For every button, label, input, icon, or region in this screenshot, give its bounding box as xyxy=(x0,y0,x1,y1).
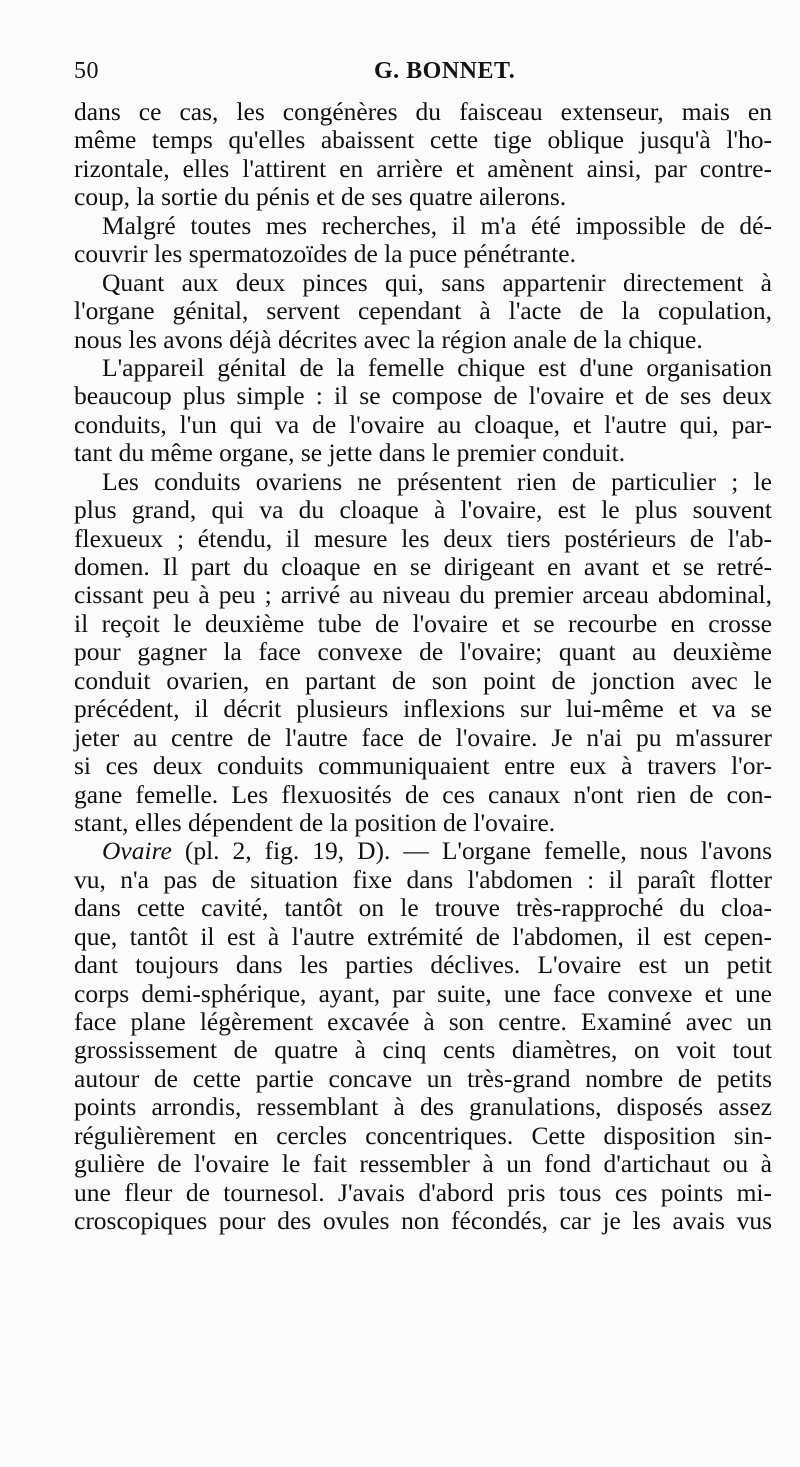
line-text: face plane légèrement excavée à son centre. Examiné avec un xyxy=(74,1007,772,1036)
text-line xyxy=(74,752,772,780)
line-text: une fleur de tournesol. J'avais d'abord pris tous ces points mi- xyxy=(74,1177,772,1207)
text-line xyxy=(74,1179,772,1207)
text-line xyxy=(74,525,772,553)
line-text: l'organe génital, servent cependant à l'acte de la copulation, xyxy=(74,296,772,326)
text-line xyxy=(74,183,772,211)
line-text: beaucoup plus simple : il se compose de l'ovaire et de ses deux xyxy=(74,381,772,411)
text-line xyxy=(74,1093,772,1121)
text-line xyxy=(74,781,772,809)
line-text: tant du même organe, se jette dans le premier conduit. xyxy=(74,438,626,468)
text-line xyxy=(74,809,772,837)
line-text: régulièrement en cercles concentriques. Cette disposition sin- xyxy=(74,1120,772,1150)
line-text: vu, n'a pas de situation fixe dans l'abdomen : il paraît flotter xyxy=(74,864,772,894)
line-text: précédent, il décrit plusieurs inflexions sur lui-même et va se xyxy=(74,694,772,724)
text-line xyxy=(74,553,772,581)
line-text: il reçoit le deuxième tube de l'ovaire et se recourbe en crosse xyxy=(74,608,772,638)
text-line xyxy=(74,951,772,979)
text-line xyxy=(74,212,772,240)
line-text: Quant aux deux pinces qui, sans appartenir directement à xyxy=(102,267,772,297)
text-line xyxy=(74,866,772,894)
text-line xyxy=(74,155,772,183)
line-text: autour de cette partie concave un très-grand nombre de petits xyxy=(74,1063,772,1093)
text-line xyxy=(74,980,772,1008)
line-text: domen. Il part du cloaque en se dirigeant en avant et se retré- xyxy=(74,552,772,581)
body-text xyxy=(74,98,772,1236)
text-line xyxy=(74,326,772,354)
line-text: L'appareil génital de la femelle chique est d'une organisation xyxy=(102,352,772,382)
text-line xyxy=(74,1207,772,1235)
line-text: cissant peu à peu ; arrivé au niveau du premier arceau abdominal, xyxy=(74,580,772,610)
page-number: 50 xyxy=(74,58,99,84)
line-text: jeter au centre de l'autre face de l'ovaire. Je n'ai pu m'assurer xyxy=(74,722,772,752)
line-text: pour gagner la face convexe de l'ovaire; quant au deuxième xyxy=(74,637,772,667)
text-line xyxy=(74,1122,772,1150)
text-line xyxy=(74,1036,772,1064)
line-text: dans cette cavité, tantôt on le trouve très-rapproché du cloa- xyxy=(74,893,772,923)
line-text: croscopiques pour des ovules non fécondés, car je les avais vus xyxy=(74,1206,772,1236)
text-line xyxy=(74,1150,772,1178)
running-head xyxy=(74,58,774,92)
line-text: dant toujours dans les parties déclives. L'ovaire est un petit xyxy=(74,950,772,980)
text-line xyxy=(74,126,772,154)
text-line xyxy=(74,638,772,666)
text-line xyxy=(74,667,772,695)
text-line xyxy=(74,382,772,410)
line-text: conduit ovarien, en partant de son point de jonction avec le xyxy=(74,665,772,695)
line-text: plus grand, qui va du cloaque à l'ovaire, est le plus souvent xyxy=(74,495,772,525)
text-line xyxy=(74,496,772,524)
line-text: couvrir les spermatozoïdes de la puce pénétrante. xyxy=(74,239,576,269)
running-head-author: G. BONNET. xyxy=(374,58,516,84)
italic-term: Ovaire xyxy=(102,836,172,866)
line-text: corps demi-sphérique, ayant, par suite, une face convexe et une xyxy=(74,978,772,1008)
text-line xyxy=(74,411,772,439)
line-text: nous les avons déjà décrites avec la région anale de la chique. xyxy=(74,324,703,354)
text-line xyxy=(74,468,772,496)
text-line xyxy=(74,695,772,723)
text-line xyxy=(74,297,772,325)
text-line xyxy=(74,1065,772,1093)
line-text: points arrondis, ressemblant à des granulations, disposés assez xyxy=(74,1092,772,1122)
line-text: que, tantôt il est à l'autre extrémité de l'abdomen, il est cepen- xyxy=(74,921,772,951)
text-line xyxy=(74,837,772,865)
line-text: Malgré toutes mes recherches, il m'a été impossible de dé- xyxy=(102,210,772,240)
text-line xyxy=(74,269,772,297)
text-line xyxy=(74,98,772,126)
line-text: si ces deux conduits communiquaient entre eux à travers l'or- xyxy=(74,751,772,781)
line-text: gane femelle. Les flexuosités de ces canaux n'ont rien de con- xyxy=(74,779,772,809)
line-text: stant, elles dépendent de la position de l'ovaire. xyxy=(74,807,556,837)
line-text: flexueux ; étendu, il mesure les deux tiers postérieurs de l'ab- xyxy=(74,523,772,553)
text-line xyxy=(74,240,772,268)
line-text: Les conduits ovariens ne présentent rien de particulier ; le xyxy=(102,466,772,496)
line-text: gulière de l'ovaire le fait ressembler à un fond d'artichaut ou à xyxy=(74,1149,772,1179)
line-text: rizontale, elles l'attirent en arrière et amènent ainsi, par contre- xyxy=(74,153,772,183)
text-line xyxy=(74,610,772,638)
text-line xyxy=(74,923,772,951)
line-text: dans ce cas, les congénères du faisceau extenseur, mais en xyxy=(74,97,772,126)
line-text: grossissement de quatre à cinq cents diamètres, on voit tout xyxy=(74,1035,772,1065)
text-line xyxy=(74,439,772,467)
line-text: conduits, l'un qui va de l'ovaire au cloaque, et l'autre qui, par- xyxy=(74,409,772,439)
text-line xyxy=(74,354,772,382)
text-line xyxy=(74,1008,772,1036)
line-text: (pl. 2, fig. 19, D). — L'organe femelle, nous l'avons xyxy=(171,836,772,866)
line-text: même temps qu'elles abaissent cette tige oblique jusqu'à l'ho- xyxy=(74,125,772,155)
line-text: coup, la sortie du pénis et de ses quatre ailerons. xyxy=(74,182,567,212)
text-line xyxy=(74,894,772,922)
text-line xyxy=(74,724,772,752)
text-line xyxy=(74,581,772,609)
